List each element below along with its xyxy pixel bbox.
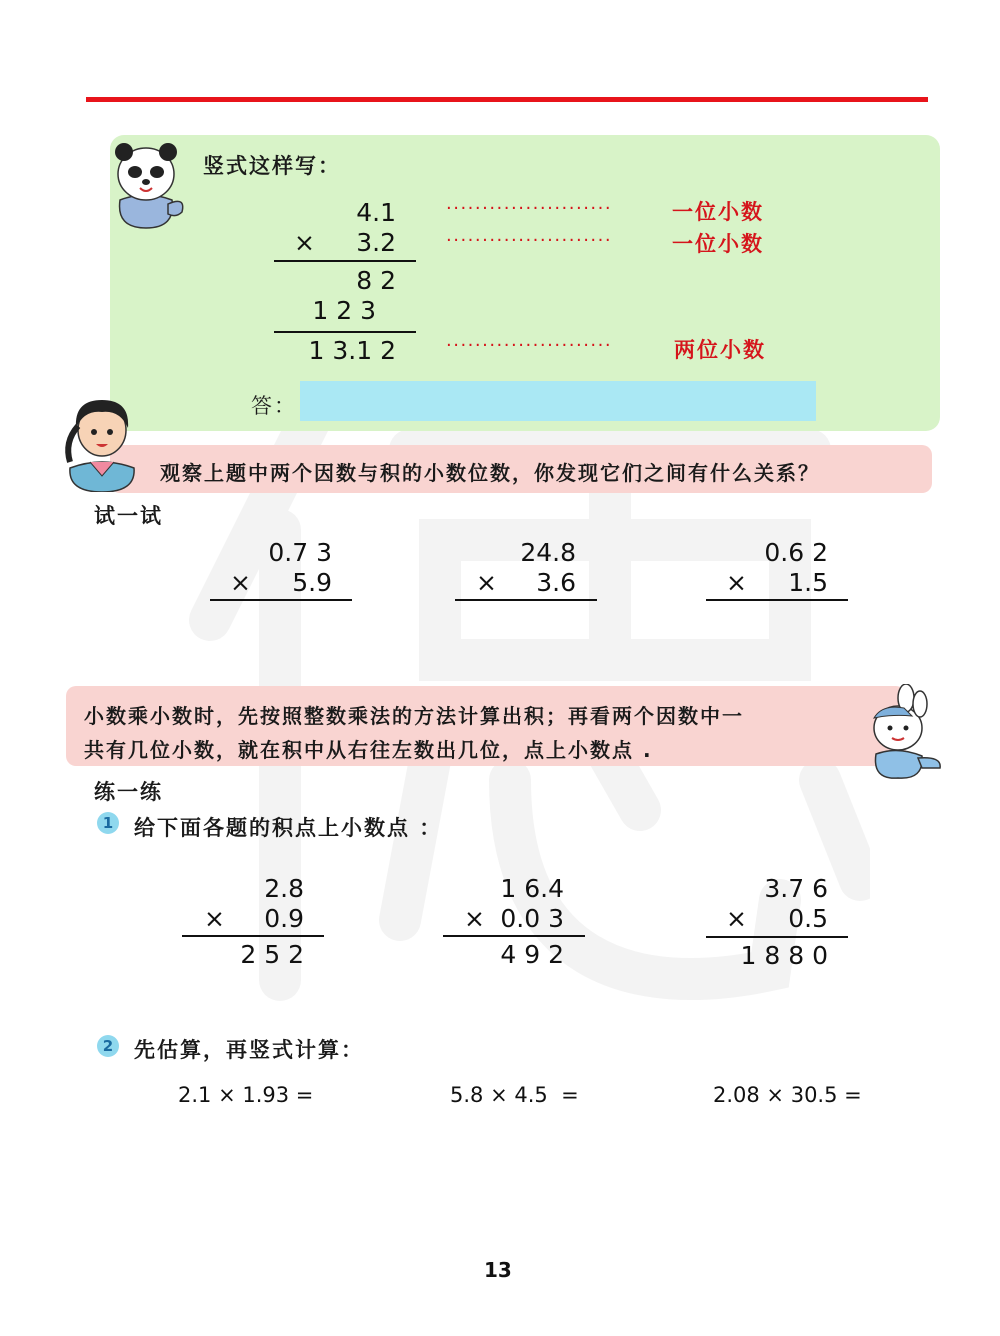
p3-top: 3.7 6 bbox=[764, 874, 828, 903]
try-3-bottom: 1.5 bbox=[788, 568, 828, 597]
try-1-line bbox=[210, 599, 352, 601]
try-1-bottom: 5.9 bbox=[292, 568, 332, 597]
question-2-text: 先估算，再竖式计算： bbox=[134, 1038, 364, 1062]
p2-bottom: 0.0 3 bbox=[500, 904, 564, 933]
answer-input-box[interactable] bbox=[300, 381, 816, 421]
try-2-sign: × bbox=[476, 568, 497, 597]
try-3-top: 0.6 2 bbox=[764, 538, 828, 567]
question-text: 观察上题中两个因数与积的小数位数，你发现它们之间有什么关系？ bbox=[160, 461, 820, 485]
p3-sign: × bbox=[726, 904, 747, 933]
try-2-bottom: 3.6 bbox=[536, 568, 576, 597]
p1-result: 2 5 2 bbox=[240, 940, 304, 969]
dotted-leader-1: ······················· bbox=[446, 198, 613, 219]
top-red-rule bbox=[86, 97, 928, 102]
practice-heading: 练一练 bbox=[94, 780, 163, 804]
try-3-line bbox=[706, 599, 848, 601]
example-partial-2: 1 2 3 bbox=[312, 296, 376, 325]
example-times-sign: × bbox=[294, 228, 315, 257]
p2-line bbox=[443, 935, 585, 937]
question-1-text: 给下面各题的积点上小数点 ： bbox=[134, 816, 443, 840]
try-1-top: 0.7 3 bbox=[268, 538, 332, 567]
dotted-leader-2: ······················· bbox=[446, 230, 613, 251]
panda-icon bbox=[106, 138, 190, 230]
p1-sign: × bbox=[204, 904, 225, 933]
p1-top: 2.8 bbox=[264, 874, 304, 903]
rule-line-2: 共有几位小数，就在积中从右往左数出几位，点上小数点 . bbox=[84, 738, 653, 762]
try-3-sign: × bbox=[726, 568, 747, 597]
question-1-badge: 1 bbox=[97, 812, 119, 834]
example-partial-1: 8 2 bbox=[356, 266, 396, 295]
example-multiplier: 3.2 bbox=[356, 228, 396, 257]
p2-top: 1 6.4 bbox=[500, 874, 564, 903]
expr-3: 2.08 × 30.5 = bbox=[713, 1083, 862, 1107]
example-line-2 bbox=[274, 331, 416, 333]
try-heading: 试一试 bbox=[94, 504, 163, 528]
girl-icon bbox=[60, 392, 144, 492]
p3-bottom: 0.5 bbox=[788, 904, 828, 933]
dotted-leader-3: ······················· bbox=[446, 335, 613, 356]
note-one-decimal-1: 一位小数 bbox=[672, 200, 764, 224]
expr-1: 2.1 × 1.93 = bbox=[178, 1083, 314, 1107]
p3-result: 1 8 8 0 bbox=[740, 941, 828, 970]
p2-result: 4 9 2 bbox=[500, 940, 564, 969]
p1-line bbox=[182, 935, 324, 937]
try-1-sign: × bbox=[230, 568, 251, 597]
example-heading: 竖式这样写： bbox=[203, 154, 341, 178]
example-multiplicand: 4.1 bbox=[356, 198, 396, 227]
rule-line-1: 小数乘小数时，先按照整数乘法的方法计算出积；再看两个因数中一 bbox=[84, 704, 744, 728]
answer-label: 答： bbox=[251, 394, 297, 418]
p3-line bbox=[706, 936, 848, 938]
example-result: 1 3.1 2 bbox=[308, 336, 396, 365]
try-2-top: 24.8 bbox=[520, 538, 576, 567]
p2-sign: × bbox=[464, 904, 485, 933]
question-2-badge: 2 bbox=[97, 1035, 119, 1057]
try-2-line bbox=[455, 599, 597, 601]
p1-bottom: 0.9 bbox=[264, 904, 304, 933]
expr-2: 5.8 × 4.5 = bbox=[450, 1083, 579, 1107]
page-number: 13 bbox=[484, 1258, 512, 1282]
note-two-decimals: 两位小数 bbox=[674, 338, 766, 362]
example-line-1 bbox=[274, 260, 416, 262]
rabbit-icon bbox=[852, 684, 944, 780]
note-one-decimal-2: 一位小数 bbox=[672, 232, 764, 256]
